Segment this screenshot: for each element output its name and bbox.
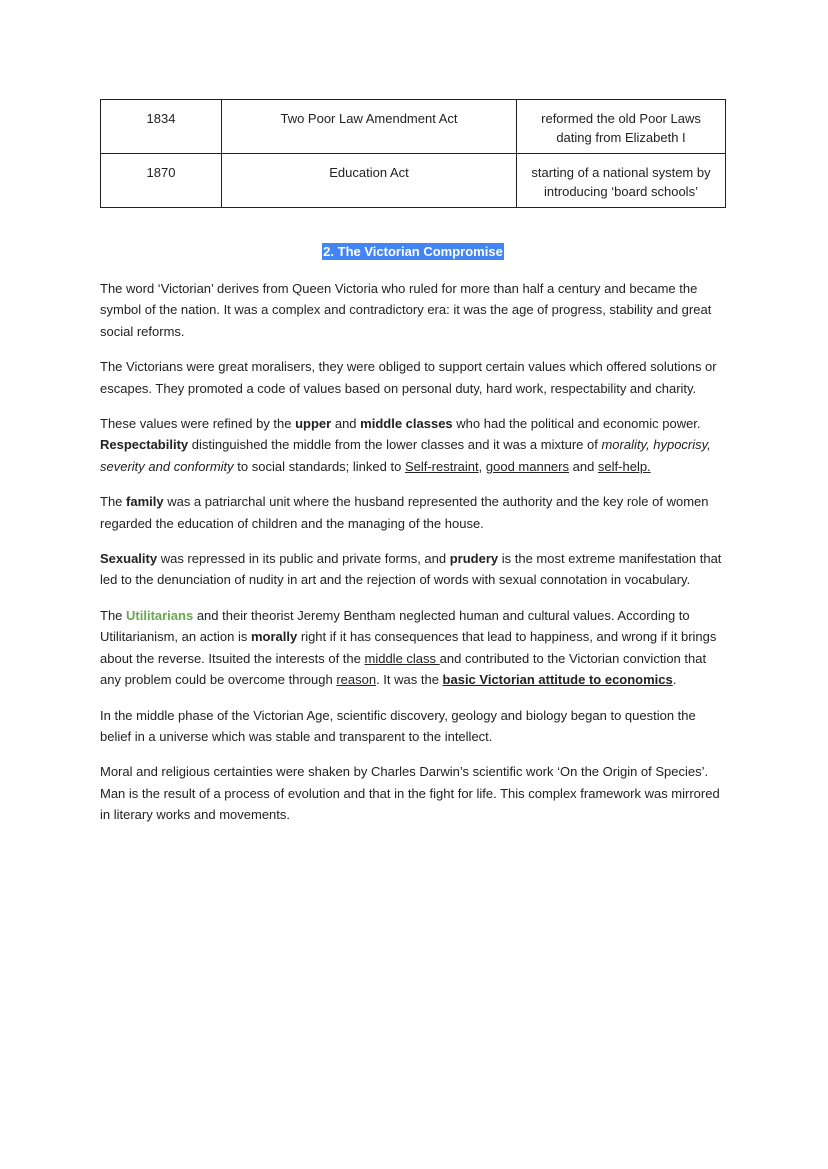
paragraph-moralisers: The Victorians were great moralisers, they were obliged to support certain values which offered solutions or escapes. They promoted a code of values based on personal duty, hard work, respectability and charity.: [100, 359, 717, 396]
paragraph-victorian-definition: The word ‘Victorian’ derives from Queen Victoria who ruled for more than half a century and became the symbol of the nation. It was a complex and contradictory era: it was the age of progress, stability and great social reforms.: [100, 281, 712, 339]
paragraph-utilitarians: The Utilitarians and their theorist Jeremy Bentham neglected human and cultural values. According to Utilitarianism, an action is morally right if it has consequences that lead to happiness, and wrong if it brings about the reverse. Itsuited the interests of the middle class and contributed to the Victorian conviction that any problem could be overcome through reason. It was the basic Victorian attitude to economics.: [100, 607, 717, 688]
document-page: [100, 99, 726, 826]
paragraph-scientific-discovery: In the middle phase of the Victorian Age, scientific discovery, geology and biology began to question the belief in a universe which was stable and transparent to the intellect.: [100, 707, 696, 744]
table-row: [101, 154, 726, 208]
bold-middle-classes: middle classes: [360, 416, 453, 432]
section-heading: 2. The Victorian Compromise: [323, 244, 503, 259]
underline-self-restraint: Self-restraint: [404, 458, 479, 474]
act-cell: Two Poor Law Amendment Act: [222, 100, 517, 154]
paragraph-values: These values were refined by the upper and middle classes who had the political and economic power. Respectability distinguished the middle from the lower classes and it was a mixture of morality, hypocrisy, severity and conformity to social standards; linked to Self-restraint, good manners and self-help.: [100, 416, 711, 474]
description-cell: starting of a national system by introducing ‘board schools’: [517, 154, 726, 208]
year-cell: 1870: [101, 154, 222, 208]
timeline-table: [100, 99, 726, 208]
paragraph-family: The family was a patriarchal unit where the husband represented the authority and the key role of women regarded the education of children and the managing of the house.: [100, 494, 709, 531]
italic-morality: morality, hypocrisy, severity and conformity: [100, 437, 711, 474]
underline-basic-victorian-attitude: basic Victorian attitude to economics: [442, 672, 673, 688]
year-cell: 1834: [101, 100, 222, 154]
table-row: [101, 100, 726, 154]
bold-sexuality: Sexuality: [100, 551, 158, 567]
highlight-utilitarians: Utilitarians: [126, 607, 194, 623]
section-heading-wrap: [100, 243, 726, 263]
bold-prudery: prudery: [449, 551, 499, 567]
bold-family: family: [126, 494, 164, 510]
underline-good-manners: good manners: [485, 458, 569, 474]
paragraph-sexuality: Sexuality was repressed in its public and private forms, and prudery is the most extreme manifestation that led to the denunciation of nudity in art and the rejection of words with sexual connotation in vocabulary.: [100, 551, 722, 588]
underline-reason: reason: [336, 672, 377, 688]
paragraph-darwin: Moral and religious certainties were shaken by Charles Darwin’s scientific work ‘On the Origin of Species’. Man is the result of a process of evolution and that in the fight for life. This complex framework was mirrored in literary works and movements.: [100, 764, 720, 823]
description-cell: reformed the old Poor Laws dating from Elizabeth I: [517, 100, 726, 154]
underline-self-help: self-help.: [597, 458, 651, 474]
bold-morally: morally: [251, 629, 298, 645]
bold-upper: upper: [295, 416, 332, 432]
bold-respectability: Respectability: [100, 437, 189, 453]
act-cell: Education Act: [222, 154, 517, 208]
underline-middle-class: middle class: [364, 650, 440, 666]
